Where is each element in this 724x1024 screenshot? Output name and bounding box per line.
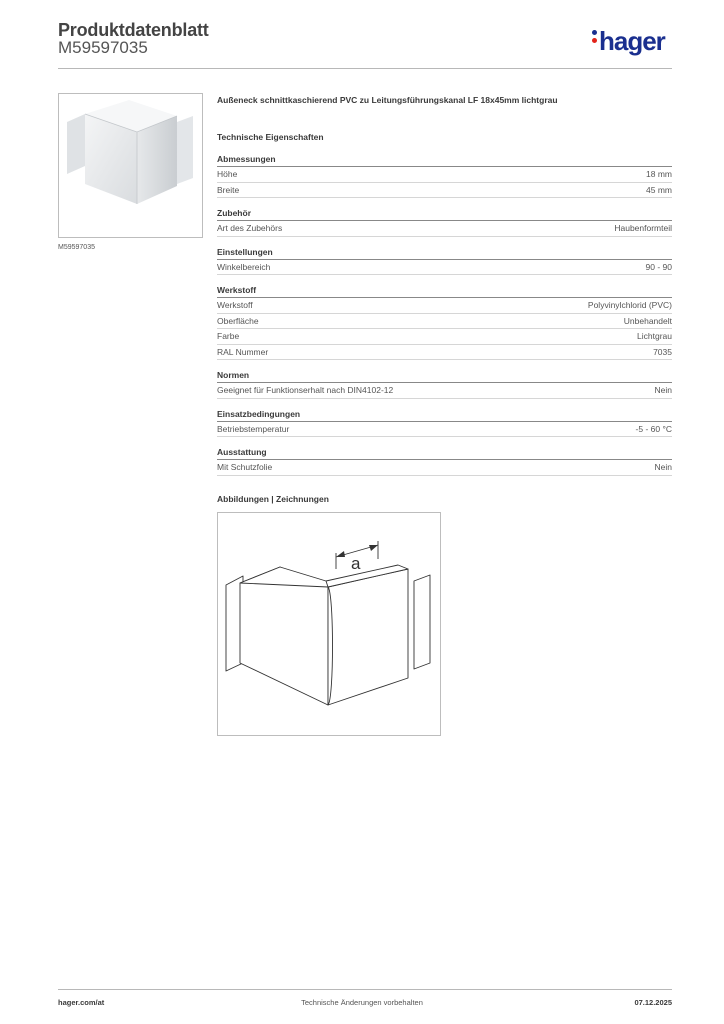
product-details (217, 95, 672, 504)
property-row (217, 383, 672, 399)
logo-dots-icon (592, 30, 597, 46)
property-value: 7035 (653, 346, 672, 357)
property-row (217, 221, 672, 237)
property-label: Geeignet für Funktionserhalt nach DIN4102-12 (217, 385, 394, 395)
property-label: Winkelbereich (217, 261, 271, 272)
hager-logo (592, 26, 665, 57)
property-value: 90 - 90 (645, 261, 672, 272)
logo-text: hager (599, 26, 665, 56)
figures-heading: Abbildungen | Zeichnungen (217, 493, 329, 504)
section-accessory (217, 208, 672, 237)
property-row (217, 422, 672, 438)
property-value: Nein (654, 385, 672, 395)
property-label: Betriebstemperatur (217, 423, 290, 434)
property-label: Farbe (217, 331, 240, 341)
dimension-label: a (351, 554, 361, 573)
footer-divider (58, 989, 672, 990)
property-value: 45 mm (646, 184, 672, 195)
property-label: Werkstoff (217, 300, 253, 310)
tech-properties-heading: Technische Eigenschaften (217, 132, 324, 142)
property-value: Polyvinylchlorid (PVC) (587, 300, 672, 310)
property-value: Haubenformteil (614, 223, 672, 233)
property-row (217, 345, 672, 361)
property-label: Art des Zubehörs (217, 223, 283, 233)
property-value: 18 mm (646, 169, 672, 179)
corner-piece-photo-icon (59, 94, 202, 237)
section-title: Einstellungen (217, 247, 672, 260)
property-row (217, 260, 672, 276)
section-title: Ausstattung (217, 447, 672, 460)
section-title: Abmessungen (217, 154, 672, 167)
header-divider (58, 68, 672, 69)
property-label: Mit Schutzfolie (217, 462, 273, 472)
property-row (217, 329, 672, 345)
product-thumbnail (58, 93, 203, 238)
corner-piece-drawing-icon (218, 513, 440, 735)
property-value: Lichtgrau (637, 331, 672, 341)
footer-disclaimer: Technische Änderungen vorbehalten (301, 998, 423, 1007)
property-value: Nein (654, 462, 672, 472)
product-code: M59597035 (58, 38, 148, 57)
property-row (217, 298, 672, 314)
property-label: Oberfläche (217, 315, 259, 326)
section-material (217, 285, 672, 360)
section-operating-conditions (217, 409, 672, 438)
section-dimensions (217, 154, 672, 198)
section-standards (217, 370, 672, 399)
property-label: Breite (217, 184, 240, 195)
page-title: Produktdatenblatt (58, 20, 209, 40)
section-title: Werkstoff (217, 285, 672, 298)
footer-date: 07.12.2025 (634, 998, 672, 1007)
property-value: -5 - 60 °C (635, 423, 672, 434)
section-equipment (217, 447, 672, 476)
product-description: Außeneck schnittkaschierend PVC zu Leitungsführungskanal LF 18x45mm lichtgrau (217, 95, 558, 105)
technical-drawing (217, 512, 441, 736)
footer-website: hager.com/at (58, 998, 105, 1007)
property-label: RAL Nummer (217, 346, 269, 357)
property-label: Höhe (217, 169, 238, 179)
thumbnail-caption: M59597035 (58, 244, 95, 251)
property-value: Unbehandelt (623, 315, 672, 326)
property-row (217, 314, 672, 330)
section-title: Normen (217, 370, 672, 383)
property-row (217, 167, 672, 183)
section-settings (217, 247, 672, 276)
section-title: Zubehör (217, 208, 672, 221)
property-row (217, 460, 672, 476)
section-title: Einsatzbedingungen (217, 409, 672, 422)
property-row (217, 183, 672, 199)
